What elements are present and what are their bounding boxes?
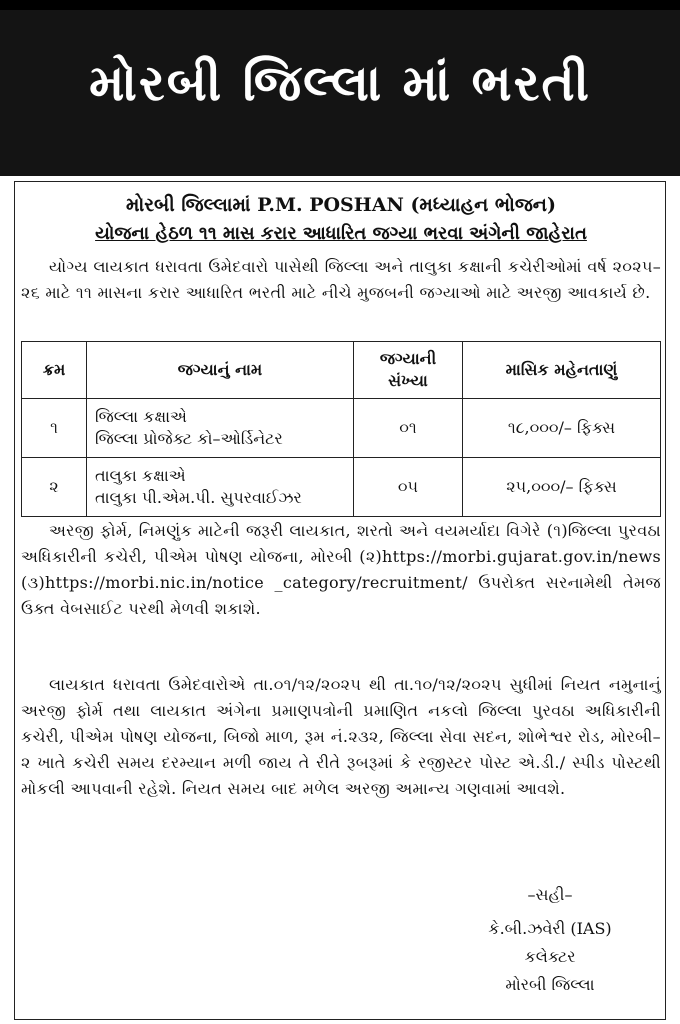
row-no: ૧ xyxy=(22,399,87,458)
signatory-office: મોરબી જિલ્લા xyxy=(505,975,595,994)
row-name xyxy=(87,458,354,517)
row-name-line2: જિલ્લા પ્રોજેક્ટ કો–ઓર્ડિનેટર xyxy=(95,429,283,448)
signature-mark: –સહી– xyxy=(527,885,573,904)
header-banner xyxy=(0,0,680,176)
header-pay: માસિક મહેનતાણું xyxy=(463,342,661,399)
header-name: જગ્યાનું નામ xyxy=(87,342,354,399)
row-name-line2: તાલુકા પી.એમ.પી. સુપરવાઈઝર xyxy=(95,488,302,507)
row-no: ૨ xyxy=(22,458,87,517)
intro-text: યોગ્ય લાયકાત ધરાવતા ઉમેદવારો પાસેથી જિલ્લા અને તાલુકા કક્ષાની કચેરીઓમાં વર્ષ ૨૦૨૫–૨૬ માટે ૧૧ માસના કરાર આધારિત ભરતી માટે નીચે મુજબની જગ્યાઓ માટે અરજી આવકાર્ય છે. xyxy=(21,257,661,302)
row-name-line1: જિલ્લા કક્ષાએ xyxy=(95,407,187,426)
row-name xyxy=(87,399,354,458)
row-count: ૦૧ xyxy=(354,399,463,458)
intro-paragraph xyxy=(21,254,661,306)
banner-title: મોરબી જિલ્લા માં ભરતી xyxy=(89,54,591,112)
application-info-text: અરજી ફોર્મ, નિમણુંક માટેની જરૂરી લાયકાત, શરતો અને વયમર્યાદા વિગેરે (૧)જિલ્લા પુરવઠા અધિકારીની કચેરી, પીએમ પોષણ યોજના, મોરબી (૨)https://morbi.gujarat.gov.in/news (૩)https://morbi.nic.in/notice _category/recruitment/ ઉપરોક્ત સરનામેથી તેમજ ઉક્ત વેબસાઈટ પરથી મેળવી શકાશે. xyxy=(21,521,661,618)
row-count: ૦૫ xyxy=(354,458,463,517)
row-pay: ૧૮,૦૦૦/– ફિક્સ xyxy=(463,399,661,458)
submission-text: લાયકાત ધરાવતા ઉમેદવારોએ તા.૦૧/૧૨/૨૦૨૫ થી તા.૧૦/૧૨/૨૦૨૫ સુધીમાં નિયત નમુનાનું અરજી ફોર્મ તથા લાયકાત અંગેના પ્રમાણપત્રોની પ્રમાણિત નકલો જિલ્લા પુરવઠા અધિકારીની કચેરી, પીએમ પોષણ યોજના, બિજો માળ, રૂમ નં.૨૩૨, જિલ્લા સેવા સદન, શોભેશ્વર રોડ, મોરબી–૨ ખાતે કચેરી સમય દરમ્યાન મળી જાય તે રીતે રૂબરૂમાં કે રજીસ્ટર પોસ્ટ એ.ડી./ સ્પીડ પોસ્ટથી મોકલી આપવાની રહેશે. નિયત સમય બાદ મળેલ અરજી અમાન્ય ગણવામાં આવશે. xyxy=(21,675,661,798)
recruitment-notice xyxy=(14,181,666,1020)
table-header-row xyxy=(22,342,661,399)
signatory-designation: કલેક્ટર xyxy=(524,947,576,966)
signatory-name: કે.બી.ઝવેરી (IAS) xyxy=(488,919,612,938)
row-name-line1: તાલુકા કક્ષાએ xyxy=(95,466,186,485)
table-row xyxy=(22,399,661,458)
notice-subheading: યોજના હેઠળ ૧૧ માસ કરાર આધારિત જગ્યા ભરવા અંગેની જાહેરાત xyxy=(95,223,587,244)
row-pay: ૨૫,૦૦૦/– ફિક્સ xyxy=(463,458,661,517)
table-row xyxy=(22,458,661,517)
application-info-paragraph xyxy=(21,518,661,622)
posts-table xyxy=(21,341,661,517)
submission-paragraph xyxy=(21,672,661,802)
header-no: ક્રમ xyxy=(22,342,87,399)
header-count: જગ્યાની સંખ્યા xyxy=(354,342,463,399)
top-strip xyxy=(0,0,680,10)
notice-heading: મોરબી જિલ્લામાં P.M. POSHAN (મધ્યાહન ભોજન) xyxy=(126,194,556,216)
